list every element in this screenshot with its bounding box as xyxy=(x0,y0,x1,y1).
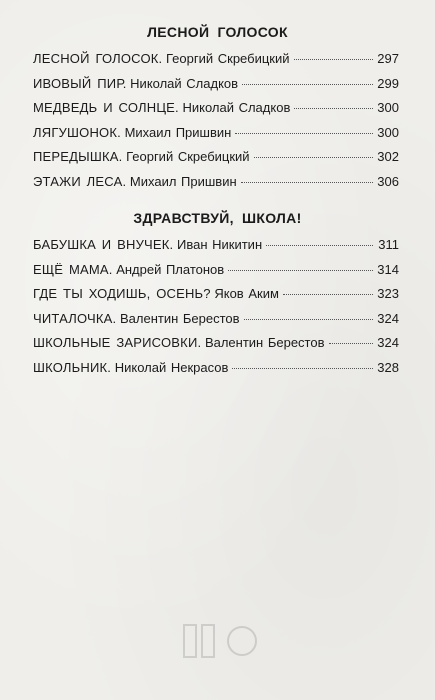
dot-leader xyxy=(266,245,373,246)
toc-entry-title: ЛЯГУШОНОК. xyxy=(33,124,121,140)
show-through-mark-icon xyxy=(180,615,270,665)
dot-leader xyxy=(254,157,373,158)
toc-entry-title: ГДЕ ТЫ ХОДИШЬ, ОСЕНЬ? xyxy=(33,286,211,301)
toc-entry-author: Валентин Берестов xyxy=(204,335,325,350)
toc-entry-author: Георгий Скребицкий xyxy=(166,51,290,66)
toc-entry xyxy=(33,335,399,360)
toc-entry-page: 306 xyxy=(377,173,399,189)
toc-entry-title: ЭТАЖИ ЛЕСА. xyxy=(33,173,127,189)
toc-entry-page: 300 xyxy=(377,124,399,140)
toc-entry-author: Валентин Берестов xyxy=(119,310,240,326)
toc-entry-title: ЛЕСНОЙ ГОЛОСОК. xyxy=(33,51,163,66)
toc-entry-title: ШКОЛЬНЫЕ ЗАРИСОВКИ. xyxy=(33,335,202,350)
toc-entry-title: ИВОВЫЙ ПИР. xyxy=(33,75,127,91)
toc-entry-page: 299 xyxy=(377,75,399,91)
toc-entry-author: Николай Сладков xyxy=(182,100,291,115)
toc-entry-author: Андрей Платонов xyxy=(116,261,225,277)
dot-leader xyxy=(232,368,373,369)
dot-leader xyxy=(294,59,374,60)
toc-entry xyxy=(33,360,399,385)
toc-entry-author: Яков Аким xyxy=(214,286,279,301)
toc-entry-page: 328 xyxy=(377,359,399,375)
toc-entry xyxy=(33,262,399,287)
toc-entry-author: Николай Некрасов xyxy=(114,359,229,375)
toc-entry xyxy=(33,100,399,125)
toc-entry xyxy=(33,125,399,150)
toc-entry-author: Николай Сладков xyxy=(130,75,239,91)
toc-entry xyxy=(33,286,399,311)
toc-entry xyxy=(33,174,399,199)
toc-entry-page: 302 xyxy=(377,149,399,164)
toc-entry xyxy=(33,76,399,101)
toc-entry-page: 314 xyxy=(377,261,399,277)
toc-entry-title: ЕЩЁ МАМА. xyxy=(33,261,113,277)
section-heading-hello-school: ЗДРАВСТВУЙ, ШКОЛА! xyxy=(133,210,302,226)
toc-entry-title: ШКОЛЬНИК. xyxy=(33,359,112,375)
toc-entry-page: 324 xyxy=(377,310,399,326)
toc-entry xyxy=(33,51,399,76)
toc-entry-title: ПЕРЕДЫШКА. xyxy=(33,149,123,164)
toc-entry-title: ЧИТАЛОЧКА. xyxy=(33,310,117,326)
section-heading-forest-voice: ЛЕСНОЙ ГОЛОСОК xyxy=(147,24,288,40)
toc-entry xyxy=(33,237,399,262)
toc-entry-author: Михаил Пришвин xyxy=(129,173,237,189)
toc-entry-page: 297 xyxy=(377,51,399,66)
toc-entry-page: 311 xyxy=(378,237,399,252)
dot-leader xyxy=(294,108,373,109)
dot-leader xyxy=(329,343,373,344)
dot-leader xyxy=(241,182,373,183)
toc-entry-author: Иван Никитин xyxy=(177,237,263,252)
toc-entry-page: 300 xyxy=(377,100,399,115)
dot-leader xyxy=(244,319,373,320)
toc-entry-author: Михаил Пришвин xyxy=(124,124,232,140)
toc-entry-page: 324 xyxy=(377,335,399,350)
toc-entry xyxy=(33,311,399,336)
toc-entry-title: БАБУШКА И ВНУЧЕК. xyxy=(33,237,174,252)
toc-entry xyxy=(33,149,399,174)
toc-entry-page: 323 xyxy=(377,286,399,301)
toc-entry-title: МЕДВЕДЬ И СОЛНЦЕ. xyxy=(33,100,179,115)
dot-leader xyxy=(235,133,373,134)
toc-list-forest-voice xyxy=(33,51,399,198)
dot-leader xyxy=(228,270,373,271)
toc-entry-author: Георгий Скребицкий xyxy=(126,149,250,164)
dot-leader xyxy=(283,294,373,295)
toc-list-hello-school xyxy=(33,237,399,384)
dot-leader xyxy=(242,84,373,85)
